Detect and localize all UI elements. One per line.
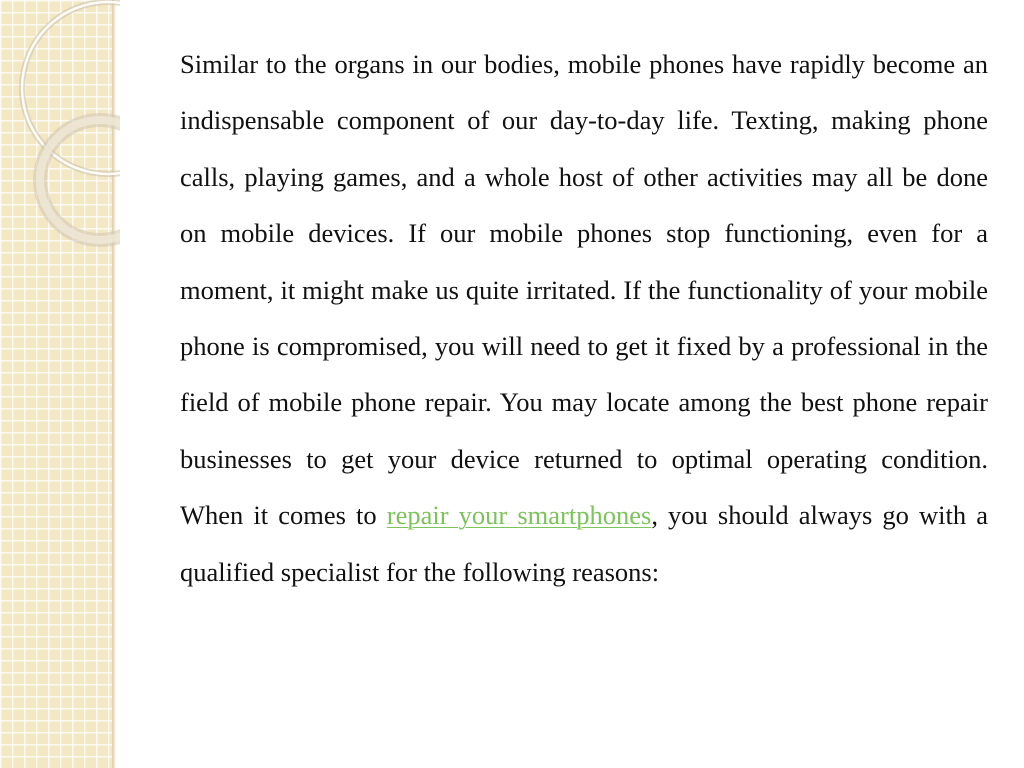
repair-smartphones-link[interactable]: repair your smartphones <box>386 500 652 531</box>
body-text-after-link: , you should always go with a qualified specialist for the following reasons: <box>180 500 989 587</box>
side-panel-border <box>112 0 116 768</box>
decorative-side-panel <box>0 0 112 768</box>
body-paragraph <box>180 36 988 600</box>
body-text-before-link: Similar to the organs in our bodies, mobile phones have rapidly become an indispensable component of our day-to-day life. Texting, making phone calls, playing games, and a whole host of other activities may all be done on mobile devices. If our mobile phones stop functioning, even for a moment, it might make us quite irritated. If the functionality of your mobile phone is compromised, you will need to get it fixed by a professional in the field of mobile phone repair. You may locate among the best phone repair businesses to get your device returned to optimal operating condition. When it comes to <box>180 49 988 531</box>
